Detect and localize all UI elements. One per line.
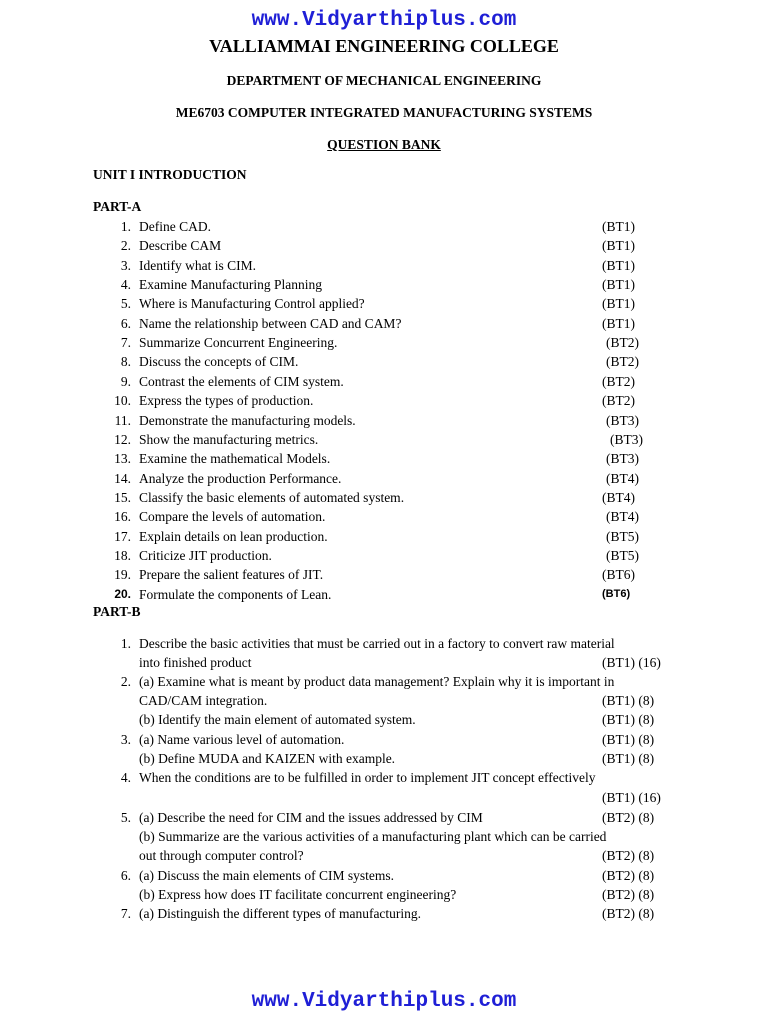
part-a-question-item-text: Discuss the concepts of CIM.	[139, 354, 299, 370]
part-b-question-item-level-tag: (BT2) (8)	[602, 868, 655, 883]
part-b-question-item	[0, 866, 768, 885]
part-a-question-item-text: Demonstrate the manufacturing models.	[139, 412, 356, 428]
part-b-question-item	[0, 691, 768, 710]
part-a-question-item-text: Examine the mathematical Models.	[139, 451, 331, 467]
part-b-question-item-level-tag: (BT1) (16)	[602, 790, 661, 805]
part-a-question-item	[0, 565, 768, 584]
part-a-question-item-text: Classify the basic elements of automated system.	[139, 489, 405, 505]
part-b-question-item-level-tag: (BT1) (16)	[602, 655, 661, 670]
part-b-question-item-text: (a) Describe the need for CIM and the issues addressed by CIM	[139, 810, 483, 825]
part-a-question-item-text: Explain details on lean production.	[139, 528, 328, 544]
part-b-question-item-text: (a) Distinguish the different types of manufacturing.	[139, 906, 422, 921]
part-b-question-item-text: (b) Summarize are the various activities of a manufacturing plant which can be carried	[139, 829, 607, 844]
part-a-question-item-level-tag: (BT5)	[606, 528, 639, 544]
part-a-question-item	[0, 546, 768, 565]
part-a-question-item-level-tag: (BT2)	[602, 393, 635, 409]
part-a-question-item-number: 20.	[114, 586, 131, 601]
part-a-question-item-number: 6.	[120, 315, 131, 331]
part-a-question-item-text: Formulate the components of Lean.	[139, 586, 332, 602]
part-b-question-item-number: 4.	[120, 770, 131, 785]
part-b-question-item	[0, 749, 768, 768]
part-a-question-item-number: 4.	[120, 277, 131, 293]
part-b-question-item	[0, 730, 768, 749]
part-a-question-item	[0, 294, 768, 313]
part-a-question-item-level-tag: (BT4)	[602, 489, 635, 505]
footer-site-link[interactable]: www.Vidyarthiplus.com	[251, 990, 517, 1013]
part-a-question-item-text: Summarize Concurrent Engineering.	[139, 335, 338, 351]
part-a-question-item-number: 16.	[114, 509, 131, 525]
part-a-question-item-level-tag: (BT5)	[606, 547, 639, 563]
part-b-question-item-number: 2.	[120, 674, 131, 689]
part-b-question-item	[0, 653, 768, 672]
part-a-question-item-number: 12.	[114, 431, 131, 447]
unit-heading: UNIT I INTRODUCTION	[93, 167, 247, 182]
part-a-question-item-number: 13.	[114, 451, 131, 467]
part-b-question-item	[0, 768, 768, 787]
part-b-question-item-number: 5.	[120, 810, 131, 825]
part-b-question-item-number: 3.	[120, 732, 131, 747]
part-a-question-item-number: 18.	[114, 547, 131, 563]
part-a-question-item	[0, 507, 768, 526]
part-a-question-item	[0, 372, 768, 391]
part-b-question-item-level-tag: (BT2) (8)	[602, 848, 655, 863]
part-a-question-item-number: 15.	[114, 489, 131, 505]
part-a-question-item-number: 11.	[114, 412, 131, 428]
part-a-question-item-text: Analyze the production Performance.	[139, 470, 342, 486]
part-a-question-item	[0, 430, 768, 449]
part-a-question-item-level-tag: (BT1)	[602, 277, 635, 293]
part-b-question-item-level-tag: (BT2) (8)	[602, 906, 655, 921]
part-a-question-item	[0, 391, 768, 410]
part-a-question-item-text: Criticize JIT production.	[139, 547, 272, 563]
part-a-question-item-text: Examine Manufacturing Planning	[139, 277, 322, 293]
part-a-question-item-level-tag: (BT2)	[606, 354, 639, 370]
part-a-question-item	[0, 256, 768, 275]
part-b-question-item	[0, 634, 768, 653]
part-a-question-item	[0, 527, 768, 546]
part-a-question-item-level-tag: (BT4)	[606, 470, 639, 486]
part-b-question-item-level-tag: (BT1) (8)	[602, 751, 655, 766]
part-a-question-item-text: Name the relationship between CAD and CAM?	[139, 315, 402, 331]
part-a-question-item-number: 7.	[120, 335, 131, 351]
part-a-question-item-level-tag: (BT1)	[602, 296, 635, 312]
part-a-question-item-number: 17.	[114, 528, 131, 544]
part-a-question-item-level-tag: (BT2)	[602, 373, 635, 389]
part-b-question-item	[0, 904, 768, 923]
part-a-question-item-text: Describe CAM	[139, 238, 222, 254]
part-b-question-item-level-tag: (BT1) (8)	[602, 712, 655, 727]
part-a-question-item	[0, 333, 768, 352]
part-b-question-item-text: CAD/CAM integration.	[139, 693, 268, 708]
part-b-question-item-number: 7.	[120, 906, 131, 921]
part-a-question-item	[0, 449, 768, 468]
part-a-question-item-text: Prepare the salient features of JIT.	[139, 567, 324, 583]
part-b-question-item-text: (a) Discuss the main elements of CIM systems.	[139, 868, 394, 883]
part-a-question-item-number: 2.	[120, 238, 131, 254]
part-a-question-item-number: 9.	[120, 373, 131, 389]
part-b-question-item-number: 1.	[120, 636, 131, 651]
part-a-question-item-level-tag: (BT3)	[610, 431, 643, 447]
part-a-question-item-number: 1.	[120, 219, 131, 234]
part-b-question-item	[0, 710, 768, 729]
part-a-question-item-text: Express the types of production.	[139, 393, 314, 409]
part-a-question-item-level-tag: (BT3)	[606, 451, 639, 467]
part-b-question-item	[0, 808, 768, 827]
part-b-question-item-text: (a) Examine what is meant by product data management? Explain why it is important in	[139, 674, 615, 689]
part-a-question-item-level-tag: (BT2)	[606, 335, 639, 351]
part-a-question-item	[0, 352, 768, 371]
part-b-question-item	[0, 885, 768, 904]
part-b-question-item-text: out through computer control?	[139, 848, 304, 863]
part-a-question-item	[0, 236, 768, 255]
part-b-question-item-level-tag: (BT1) (8)	[602, 693, 655, 708]
part-b-question-item	[0, 672, 768, 691]
part-b-question-item-text: (b) Define MUDA and KAIZEN with example.	[139, 751, 396, 766]
part-a-question-item-level-tag: (BT1)	[602, 238, 635, 254]
part-b-question-item	[0, 788, 768, 807]
part-a-question-item-level-tag: (BT3)	[606, 412, 639, 428]
part-a-question-item-level-tag: (BT1)	[602, 315, 635, 331]
part-a-question-item-number: 19.	[114, 567, 131, 583]
part-a-question-item-number: 5.	[120, 296, 131, 312]
part-b-question-item-level-tag: (BT1) (8)	[602, 732, 655, 747]
document-title: QUESTION BANK	[327, 137, 441, 152]
part-b-question-item	[0, 846, 768, 865]
part-b-question-item-text: into finished product	[139, 655, 252, 670]
part-a-question-item-text: Identify what is CIM.	[139, 257, 256, 273]
part-a-question-item-text: Contrast the elements of CIM system.	[139, 373, 344, 389]
part-a-question-item	[0, 488, 768, 507]
part-a-question-item-level-tag: (BT1)	[602, 219, 635, 234]
part-b-heading: PART-B	[93, 604, 141, 619]
part-a-question-item-level-tag: (BT6)	[602, 587, 631, 600]
course-title: ME6703 COMPUTER INTEGRATED MANUFACTURING SYSTEMS	[175, 105, 593, 120]
part-b-question-item-level-tag: (BT2) (8)	[602, 810, 655, 825]
part-a-question-item	[0, 217, 768, 236]
college-name: VALLIAMMAI ENGINEERING COLLEGE	[209, 36, 559, 56]
part-b-question-item-text: (b) Express how does IT facilitate concurrent engineering?	[139, 887, 457, 902]
part-b-question-item-text: When the conditions are to be fulfilled in order to implement JIT concept effectively	[139, 770, 596, 785]
part-a-heading: PART-A	[93, 199, 142, 214]
part-a-question-item-level-tag: (BT1)	[602, 257, 635, 273]
part-a-question-item	[0, 314, 768, 333]
part-a-question-item-number: 14.	[114, 470, 131, 486]
part-b-question-item-text: (b) Identify the main element of automated system.	[139, 712, 416, 727]
part-a-question-item-text: Show the manufacturing metrics.	[139, 431, 319, 447]
department-name: DEPARTMENT OF MECHANICAL ENGINEERING	[226, 73, 542, 88]
part-b-question-item	[0, 827, 768, 846]
part-a-question-item-text: Where is Manufacturing Control applied?	[139, 296, 365, 312]
part-a-question-item-level-tag: (BT4)	[606, 509, 639, 525]
part-a-question-item	[0, 585, 768, 604]
part-b-question-item-level-tag: (BT2) (8)	[602, 887, 655, 902]
part-a-question-item-text: Compare the levels of automation.	[139, 509, 326, 525]
part-a-question-item	[0, 469, 768, 488]
header-site-link[interactable]: www.Vidyarthiplus.com	[251, 9, 517, 32]
part-a-question-item-number: 3.	[120, 257, 131, 273]
part-a-question-item-text: Define CAD.	[139, 219, 211, 234]
part-a-question-item-number: 8.	[120, 354, 131, 370]
part-a-question-item	[0, 275, 768, 294]
part-b-question-item-number: 6.	[120, 868, 131, 883]
part-b-question-item-text: Describe the basic activities that must be carried out in a factory to convert raw material	[139, 636, 615, 651]
part-b-question-item-text: (a) Name various level of automation.	[139, 732, 345, 747]
part-a-question-item	[0, 411, 768, 430]
part-a-question-item-level-tag: (BT6)	[602, 567, 635, 583]
part-a-question-item-number: 10.	[114, 393, 131, 409]
